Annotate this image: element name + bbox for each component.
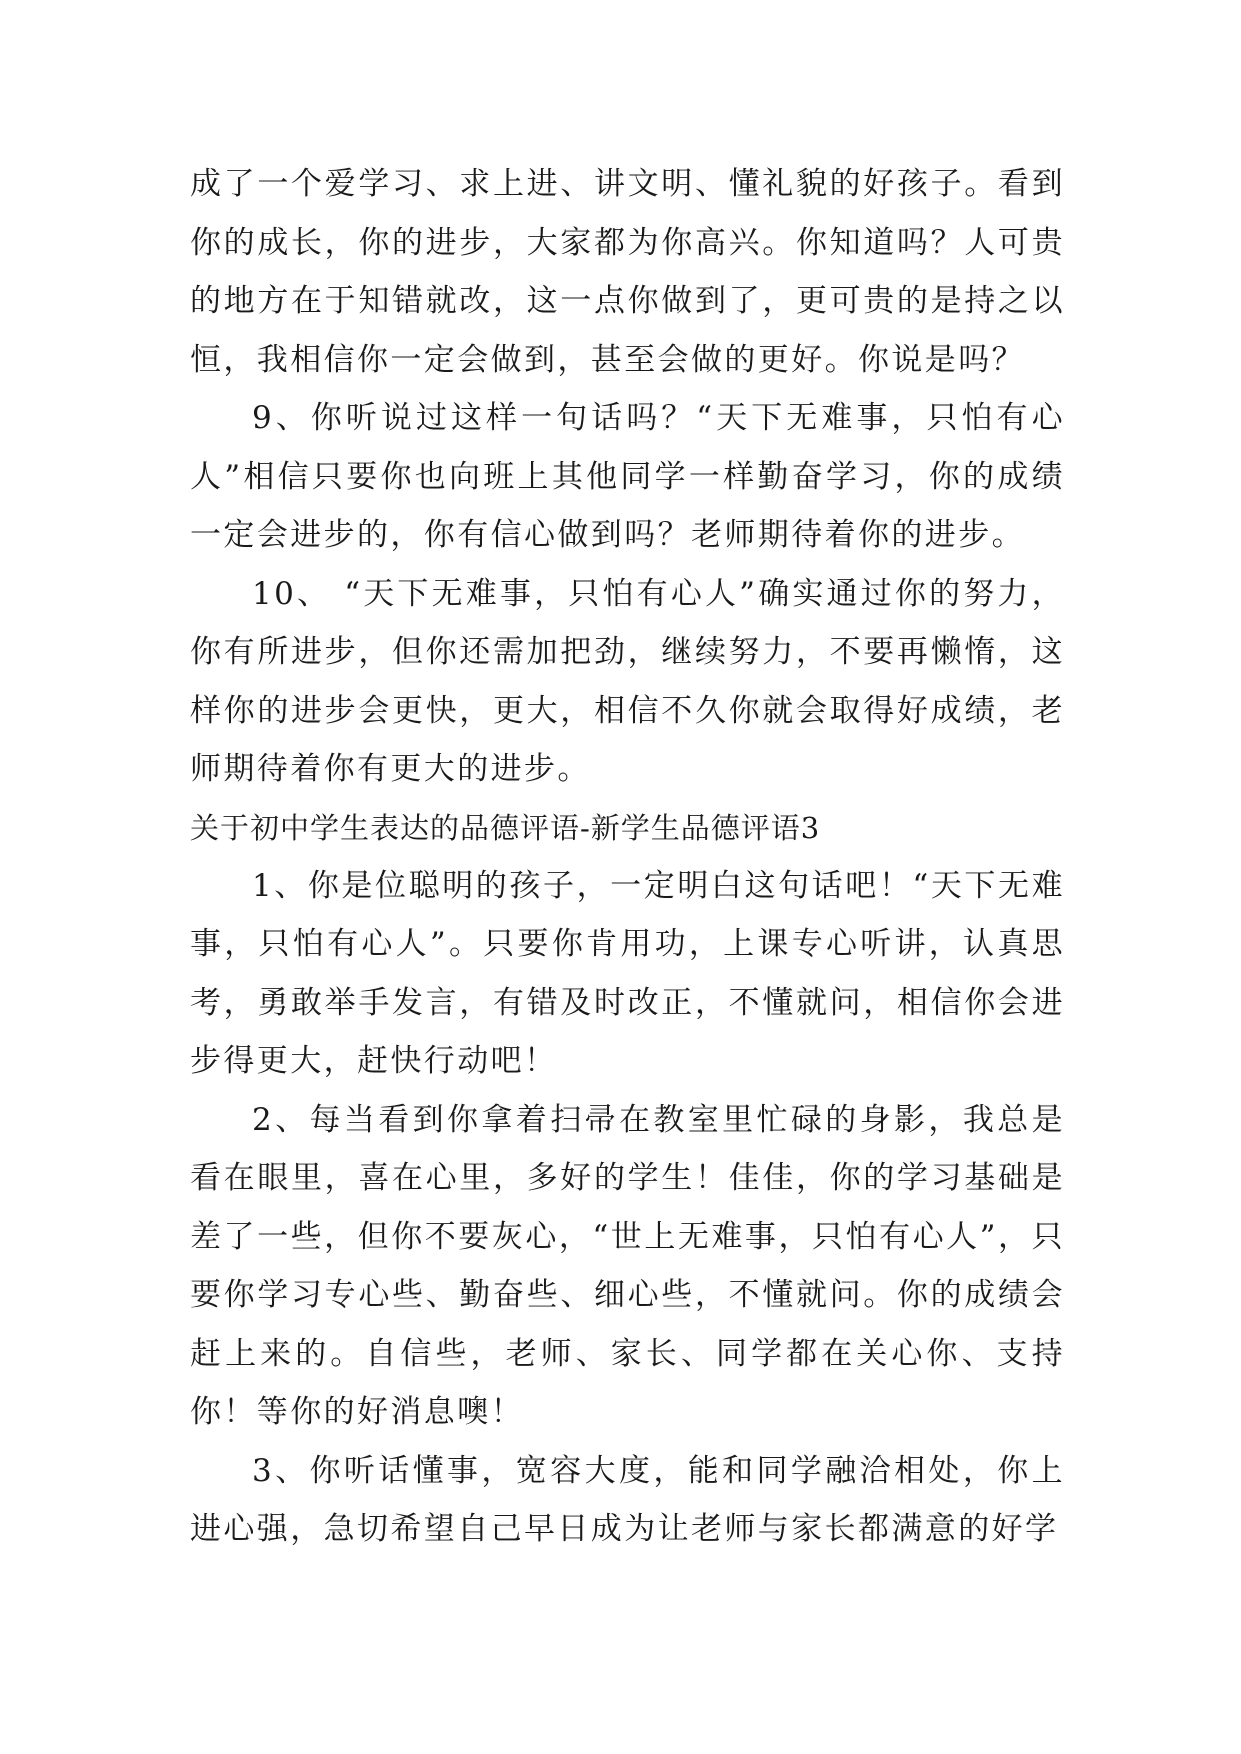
section-paragraph-1: 1、你是位聪明的孩子，一定明白这句话吧！“天下无难事，只怕有心人”。只要你肯用功，上课专心听讲，认真思考，勇敢举手发言，有错及时改正，不懂就问，相信你会进步得更大，赶快行动吧！ xyxy=(190,867,1065,1079)
paragraph-item-9: 9、你听说过这样一句话吗？“天下无难事，只怕有心人”相信只要你也向班上其他同学一样勤奋学习，你的成绩一定会进步的，你有信心做到吗？老师期待着你的进步。 xyxy=(190,400,1065,553)
section-paragraph-2: 2、每当看到你拿着扫帚在教室里忙碌的身影，我总是看在眼里，喜在心里，多好的学生！佳佳，你的学习基础是差了一些，但你不要灰心，“世上无难事，只怕有心人”，只要你学习专心些、勤奋些、细心些，不懂就问。你的成绩会赶上来的。自信些，老师、家长、同学都在关心你、支持你！等你的好消息噢！ xyxy=(190,1101,1065,1430)
document-body xyxy=(190,155,1065,1559)
paragraph-item-10: 10、 “天下无难事，只怕有心人”确实通过你的努力，你有所进步，但你还需加把劲，继续努力，不要再懒惰，这样你的进步会更快，更大，相信不久你就会取得好成绩，老师期待着你有更大的进步。 xyxy=(190,575,1065,787)
section-paragraph-3: 3、你听话懂事，宽容大度，能和同学融洽相处，你上进心强，急切希望自己早日成为让老师与家长都满意的好学 xyxy=(190,1452,1065,1547)
paragraph-continuation: 成了一个爱学习、求上进、讲文明、懂礼貌的好孩子。看到你的成长，你的进步，大家都为你高兴。你知道吗？人可贵的地方在于知错就改，这一点你做到了，更可贵的是持之以恒，我相信你一定会做到，甚至会做的更好。你说是吗？ xyxy=(190,166,1065,378)
section-heading: 关于初中学生表达的品德评语-新学生品德评语3 xyxy=(190,810,821,845)
